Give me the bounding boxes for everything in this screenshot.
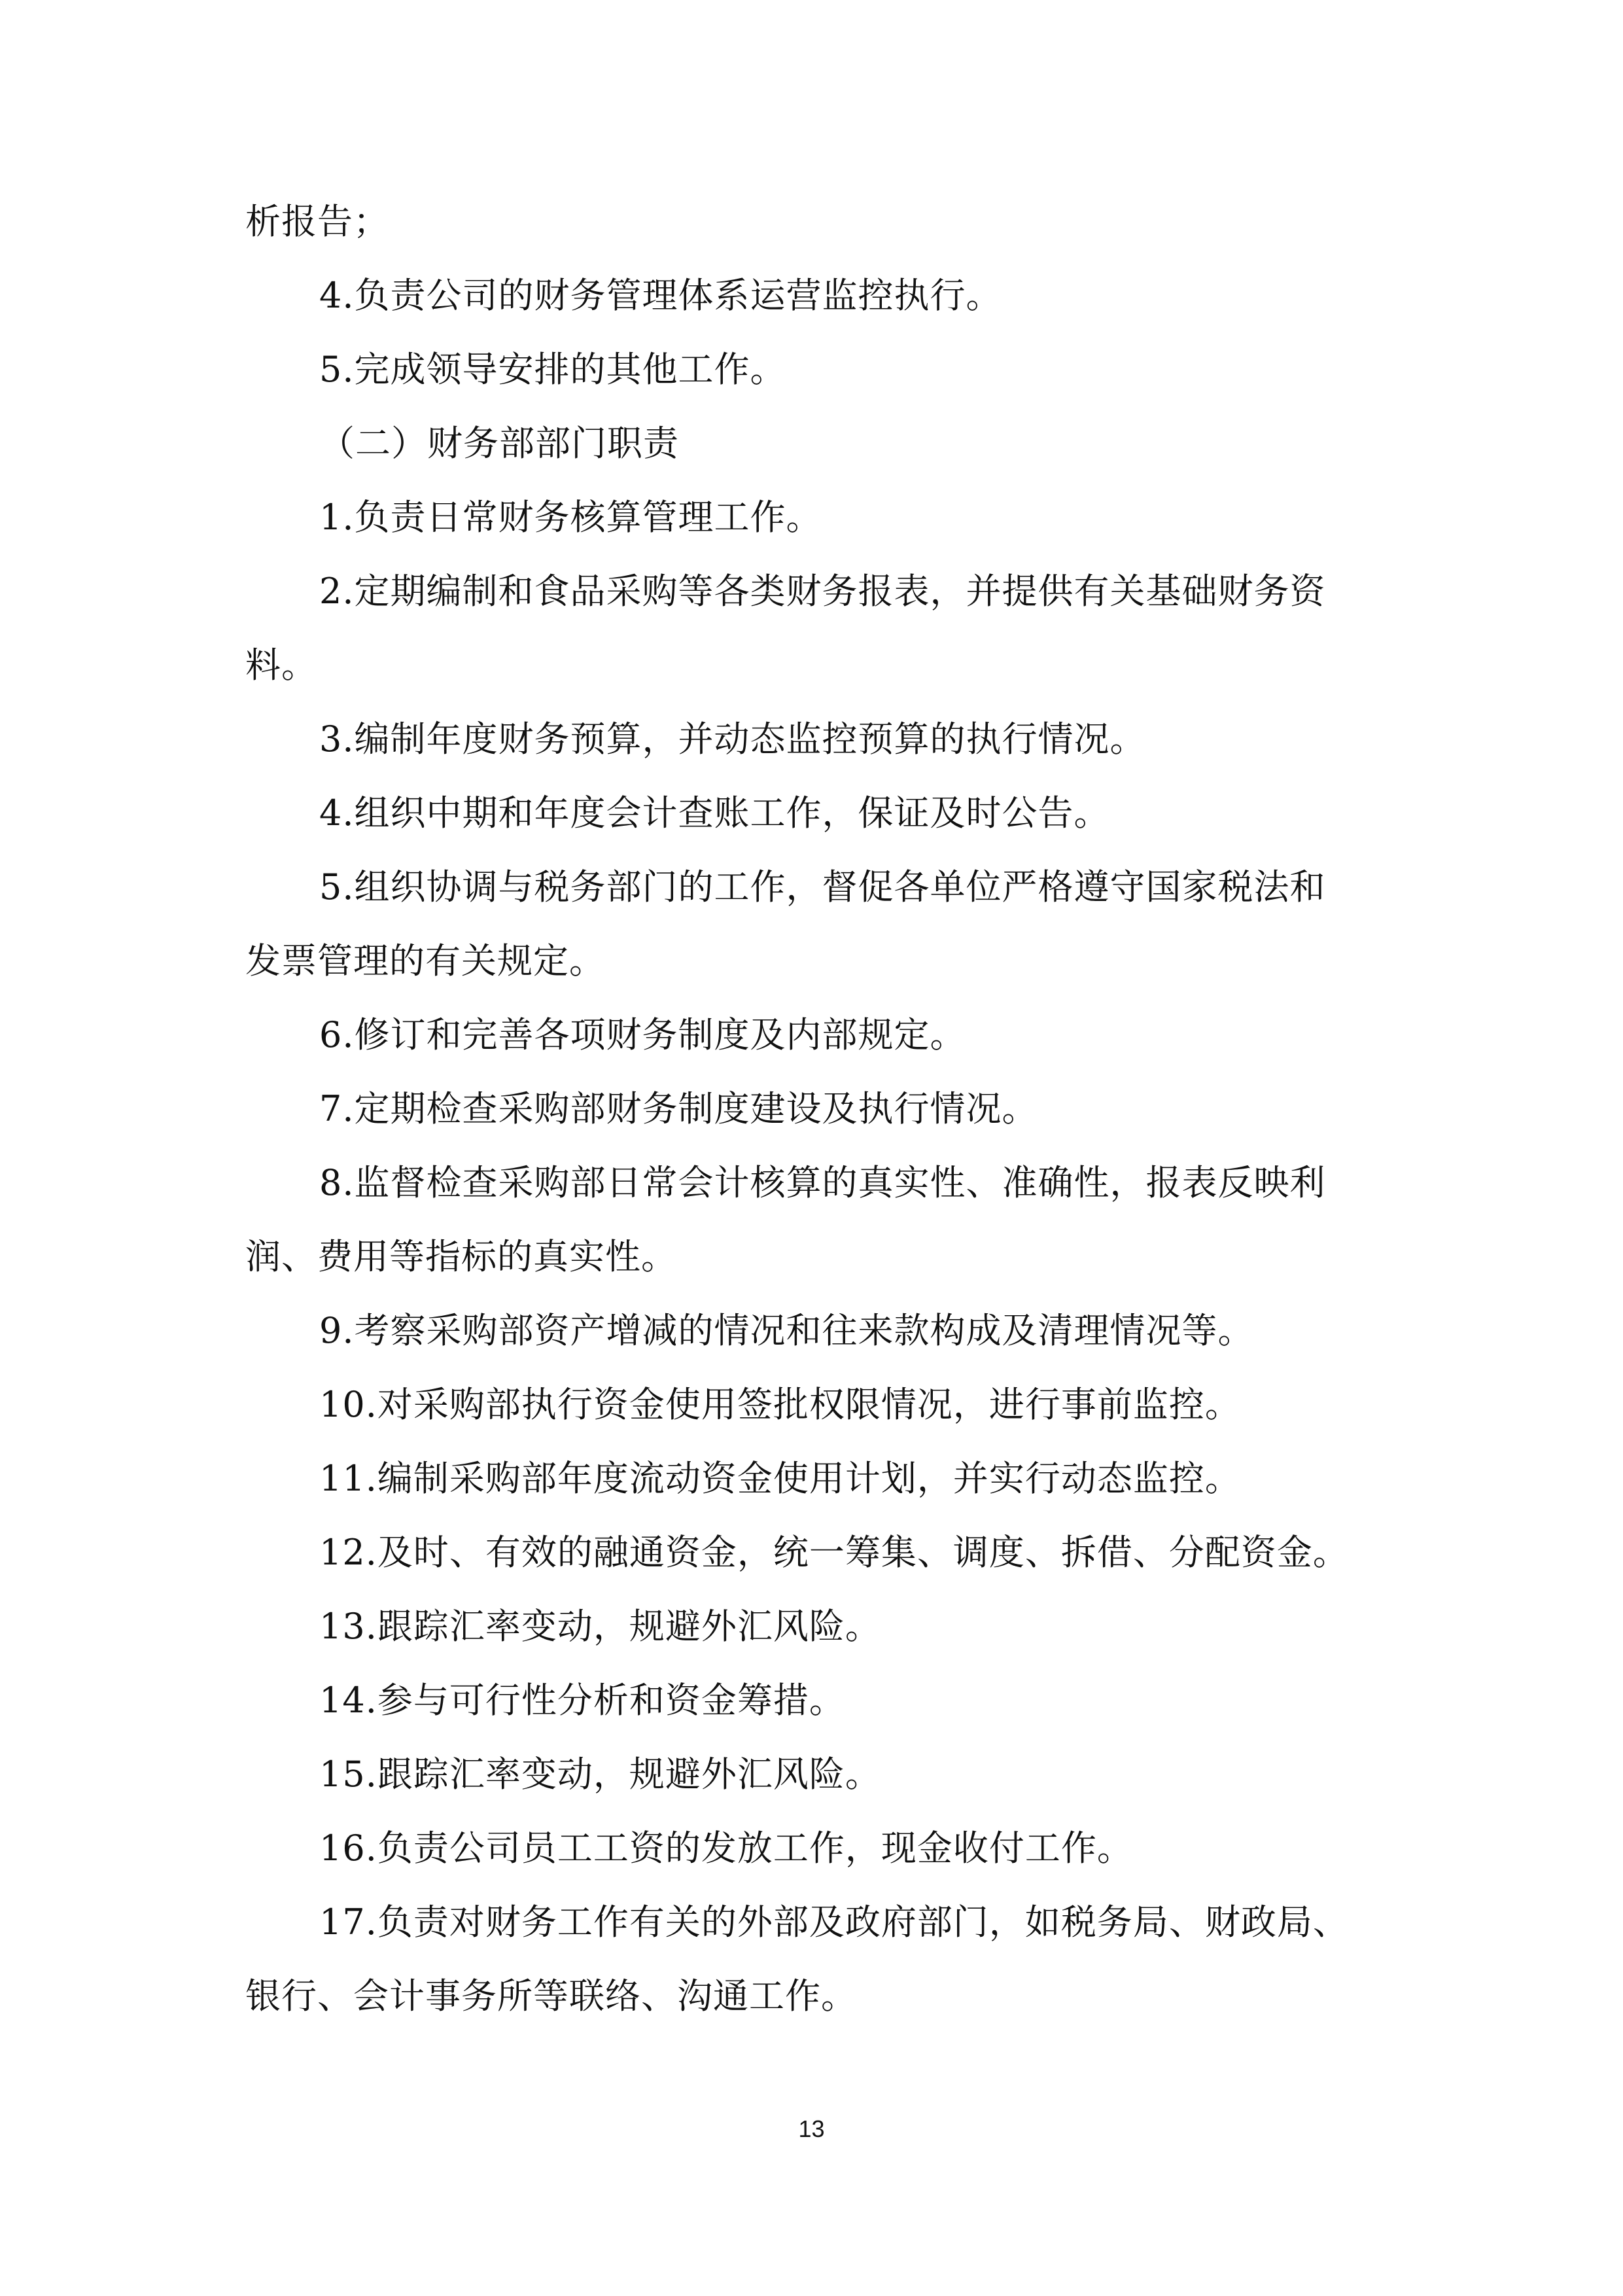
line-continuation: 析报告； bbox=[245, 201, 389, 242]
list-item: 17.负责对财务工作有关的外部及政府部门，如税务局、财政局、 bbox=[319, 1901, 1349, 1943]
line-continuation: 发票管理的有关规定。 bbox=[245, 940, 605, 981]
list-item: 10.对采购部执行资金使用签批权限情况，进行事前监控。 bbox=[319, 1384, 1241, 1425]
list-item: 5.完成领导安排的其他工作。 bbox=[319, 349, 786, 390]
list-item: 7.定期检查采购部财务制度建设及执行情况。 bbox=[319, 1088, 1038, 1129]
list-item: 9.考察采购部资产增减的情况和往来款构成及清理情况等。 bbox=[319, 1310, 1254, 1351]
list-item: 5.组织协调与税务部门的工作，督促各单位严格遵守国家税法和 bbox=[319, 866, 1326, 908]
line-continuation: 润、费用等指标的真实性。 bbox=[245, 1236, 677, 1277]
list-item: 13.跟踪汇率变动，规避外汇风险。 bbox=[319, 1606, 881, 1647]
list-item: 11.编制采购部年度流动资金使用计划，并实行动态监控。 bbox=[319, 1458, 1241, 1499]
list-item: 15.跟踪汇率变动，规避外汇风险。 bbox=[319, 1754, 881, 1795]
line-continuation: 银行、会计事务所等联络、沟通工作。 bbox=[245, 1975, 857, 2017]
line-continuation: 料。 bbox=[245, 645, 317, 686]
list-item: 3.编制年度财务预算，并动态监控预算的执行情况。 bbox=[319, 718, 1146, 760]
list-item: 4.组织中期和年度会计查账工作，保证及时公告。 bbox=[319, 792, 1110, 834]
page-number: 13 bbox=[798, 2115, 825, 2142]
list-item: 16.负责公司员工工资的发放工作，现金收付工作。 bbox=[319, 1828, 1133, 1869]
list-item: 6.修订和完善各项财务制度及内部规定。 bbox=[319, 1014, 966, 1055]
section-heading: （二）财务部部门职责 bbox=[319, 423, 679, 464]
list-item: 14.参与可行性分析和资金筹措。 bbox=[319, 1680, 845, 1721]
list-item: 12.及时、有效的融通资金，统一筹集、调度、拆借、分配资金。 bbox=[319, 1532, 1349, 1573]
list-item: 1.负责日常财务核算管理工作。 bbox=[319, 497, 822, 538]
list-item: 8.监督检查采购部日常会计核算的真实性、准确性，报表反映利 bbox=[319, 1162, 1326, 1203]
list-item: 4.负责公司的财务管理体系运营监控执行。 bbox=[319, 275, 1002, 316]
document-body bbox=[245, 185, 1384, 2033]
list-item: 2.定期编制和食品采购等各类财务报表，并提供有关基础财务资 bbox=[319, 571, 1326, 612]
